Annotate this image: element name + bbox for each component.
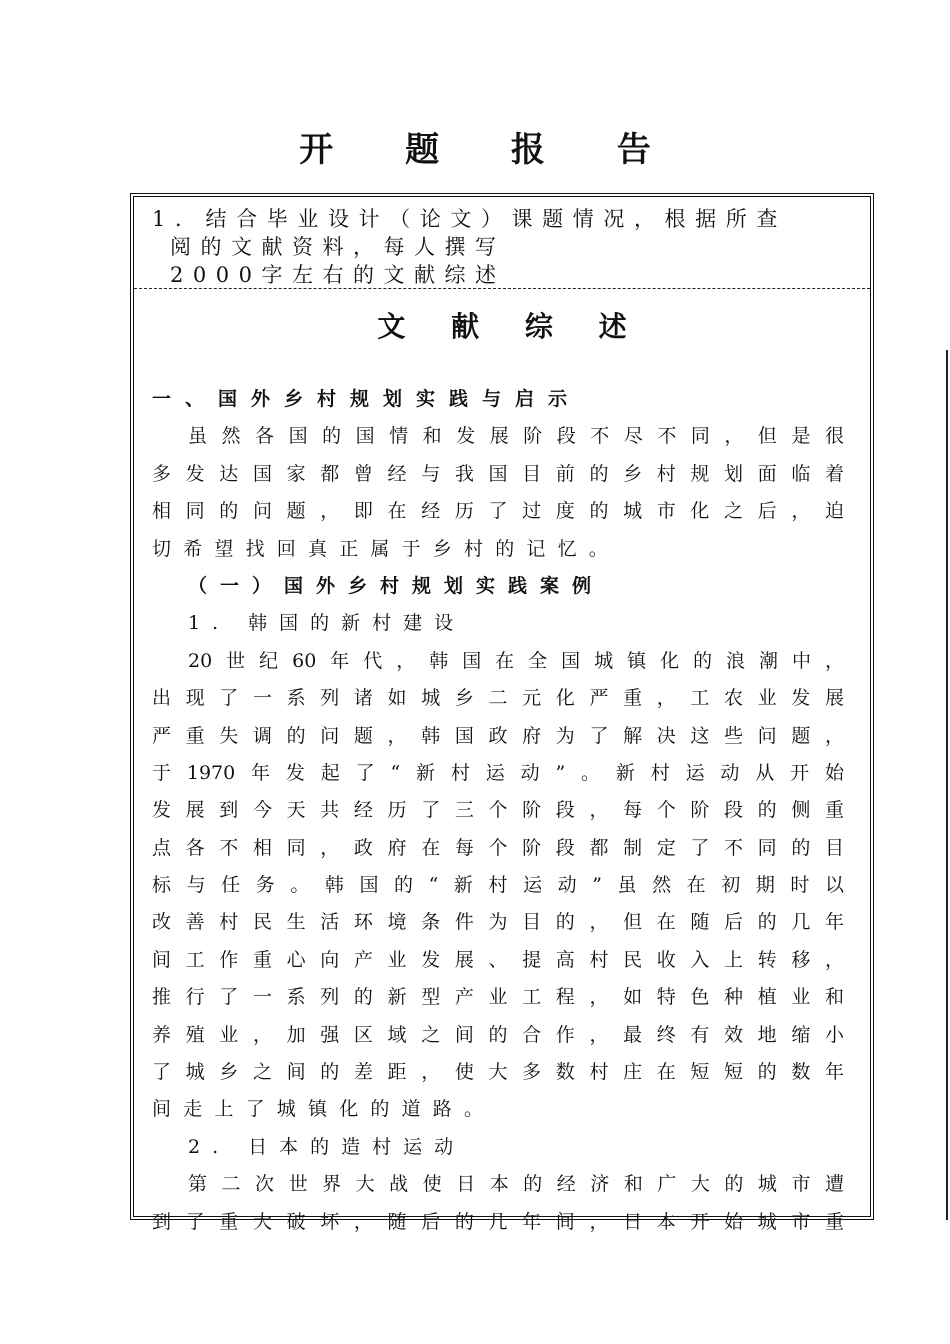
paragraph-line: 养殖业，加强区域之间的合作，最终有效地缩小 bbox=[152, 1023, 844, 1046]
dashed-divider bbox=[134, 288, 870, 289]
item-heading-korea: 1. 韩国的新村建设 bbox=[188, 612, 466, 635]
paragraph-line: 切希望找回真正属于乡村的记忆。 bbox=[152, 537, 621, 560]
paragraph-line: 间工作重心向产业发展、提高村民收入上转移， bbox=[152, 948, 844, 971]
paragraph-line: 改善村民生活环境条件为目的，但在随后的几年 bbox=[152, 911, 844, 934]
paragraph-line: 发展到今天共经历了三个阶段，每个阶段的侧重 bbox=[152, 799, 844, 822]
paragraph-line: 标与任务。韩国的“新村运动”虽然在初期时以 bbox=[152, 874, 844, 897]
section-header-line-1: 1．结合毕业设计（论文）课题情况，根据所查 bbox=[152, 207, 787, 231]
section-header bbox=[152, 205, 852, 289]
paragraph-line: 间走上了城镇化的道路。 bbox=[152, 1098, 496, 1121]
page-title: 开 题 报 告 bbox=[299, 130, 681, 170]
paragraph-line: 了城乡之间的差距，使大多数村庄在短短的数年 bbox=[152, 1061, 844, 1084]
paragraph-line: 到了重大破坏，随后的几年间，日本开始城市重 bbox=[152, 1210, 844, 1233]
paragraph-line: 虽然各国的国情和发展阶段不尽不同，但是很 bbox=[188, 425, 844, 448]
paragraph-line: 第二次世界大战使日本的经济和广大的城市遭 bbox=[188, 1173, 844, 1196]
report-table-cell bbox=[133, 196, 871, 1233]
review-body bbox=[152, 381, 844, 1241]
paragraph-line: 出现了一系列诸如城乡二元化严重，工农业发展 bbox=[152, 687, 844, 710]
paragraph-line: 点各不相同，政府在每个阶段都制定了不同的目 bbox=[152, 836, 844, 859]
section-header-line-2: 阅的文献资料，每人撰写 bbox=[170, 235, 506, 259]
paragraph-line: 严重失调的问题，韩国政府为了解决这些问题， bbox=[152, 724, 844, 747]
paragraph-line: 多发达国家都曾经与我国目前的乡村规划面临着 bbox=[152, 462, 844, 485]
paragraph-line: 20世纪60年代，韩国在全国城镇化的浪潮中， bbox=[188, 649, 844, 672]
page-edge-rule bbox=[946, 350, 948, 1220]
subheading-cases: （一）国外乡村规划实践案例 bbox=[188, 574, 605, 597]
section-header-line-3: 2000字左右的文献综述 bbox=[170, 263, 506, 287]
review-title: 文 献 综 述 bbox=[377, 310, 645, 343]
paragraph-line: 推行了一系列的新型产业工程，如特色种植业和 bbox=[152, 986, 844, 1009]
paragraph-line: 相同的问题，即在经历了过度的城市化之后，迫 bbox=[152, 500, 844, 523]
paragraph-line: 于1970年发起了“新村运动”。新村运动从开始 bbox=[152, 761, 844, 784]
item-heading-japan: 2. 日本的造村运动 bbox=[188, 1135, 466, 1158]
heading-foreign-rural-planning: 一、国外乡村规划实践与启示 bbox=[152, 388, 582, 410]
